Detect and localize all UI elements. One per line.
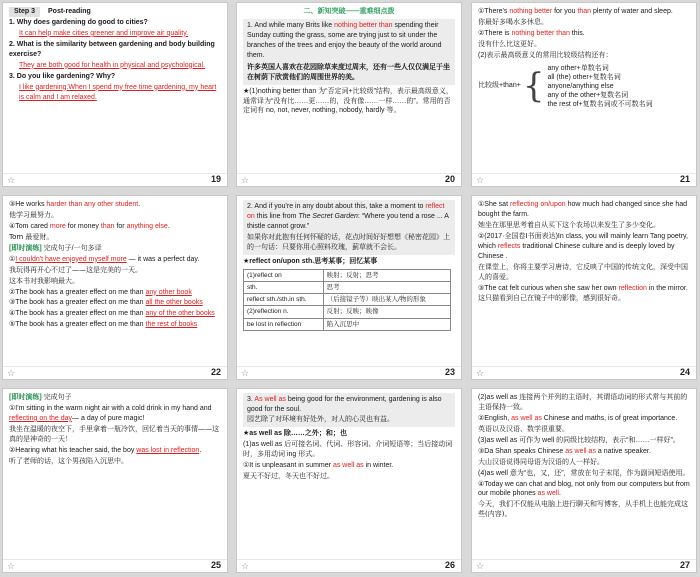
question-1: 1. Why does gardening do good to cities? bbox=[9, 18, 148, 26]
step-label: Step 3 bbox=[9, 7, 40, 17]
reading-passage: 1. And while many Brits like nothing better than spending their Sunday cutting the grass, some are trying just to sit under the branches of the trees and enjoy the beauty of the world around them. 许多英国人喜欢在花园除草来度过周末，还有一些人仅仅满足于坐在树荫下欣赏他们的周围世界的美。 bbox=[243, 19, 455, 85]
example-2: ②English, as well as Chinese and maths, is of great importance. bbox=[478, 414, 678, 422]
slide-number: 23 bbox=[444, 367, 455, 377]
example-4: ④Today we can chat and blog, not only from our computers but from our mobile phones as well. bbox=[478, 480, 690, 498]
slide-number: 27 bbox=[679, 560, 690, 570]
answer-2: They are both good for health in physical and psychological. bbox=[19, 61, 206, 69]
slide-number: 22 bbox=[210, 367, 221, 377]
slide-number: 20 bbox=[444, 174, 455, 184]
brace-icon: { bbox=[522, 66, 545, 107]
star-icon[interactable]: ☆ bbox=[476, 561, 485, 571]
slide-number: 25 bbox=[210, 560, 221, 570]
example-3: ③He works harder than any other student. bbox=[9, 201, 141, 208]
example-3: ③Da Shan speaks Chinese as well as a native speaker. bbox=[478, 447, 651, 455]
drill-label: [即时演练] bbox=[9, 244, 42, 252]
star-icon[interactable]: ☆ bbox=[241, 175, 250, 185]
table-row: reflect sth./sth.in sth. （后接镜子等）映出某人/物的形象 bbox=[244, 294, 451, 306]
star-icon[interactable]: ☆ bbox=[241, 561, 250, 571]
star-icon[interactable]: ☆ bbox=[476, 175, 485, 185]
question-2: 2. What is the similarity between gardening and body building exercise? bbox=[9, 40, 215, 58]
slide-thumbnail-21[interactable]: ①There's nothing better for you than plenty of water and sleep. 你最好多喝水多休息。 ②There is nothing better than this. 没有什么比这更好。 (2)表示最高级意义的常用比较级结构还有： 比较级+than+ { any other+单数名词 all (the) other+复数名词 anyone/anything else any of the other+复数名词 the rest of+复数名词或不可数名词 ☆ 21 bbox=[471, 2, 697, 187]
table-row: be lost in reflection 陷入沉思中 bbox=[244, 318, 451, 330]
phrase-table bbox=[243, 269, 451, 331]
table-row: sth. 思考 bbox=[244, 281, 451, 293]
passage-translation: 许多英国人喜欢在花园除草来度过周末，还有一些人仅仅满足于坐在树荫下欣赏他们的周围世界的美。 bbox=[247, 62, 450, 81]
example-1: ①It is unpleasant in summer as well as in winter. bbox=[243, 461, 394, 469]
answer-3: I like gardening.When I spend my free time gardening, my heart is calm and I am relaxed. bbox=[19, 83, 217, 101]
slide-number: 26 bbox=[444, 560, 455, 570]
slide-thumbnail-27[interactable]: (2)as well as 连接两个并列的主语时，其谓语动词的形式常与其前的主语保持一致。 ②English, as well as Chinese and maths, is of great importance. 英语以及汉语、数学很重要。 (3)as well as 可作为 well 的同级比较结构，表示“和……一样好”。 ③Da Shan speaks Chinese as well as a native speaker. 大山汉语说得同母语为汉语的人一样好。 (4)as well 意为“也，又，还”，常放在句子末尾，作为副词短语使用。 ④Today we can chat and blog, not only from our computers but from our mobile phones as well. 今天，我们不仅能从电脑上进行聊天和写博客，从手机上也能完成这些(内容)。 ☆ 27 bbox=[471, 388, 697, 573]
grammar-note: ★reflect on/upon sth.思考某事；回忆某事 bbox=[243, 257, 378, 265]
slide-thumbnail-20[interactable] bbox=[236, 2, 462, 187]
grammar-note: ★(1)nothing better than 为“否定词+比较级”结构，表示最高级意义，通常译为“没有比……更……的，没有像……一样……的”。常用的否定词有 no, not, never, nothing, nobody, hardly 等。 bbox=[243, 87, 453, 115]
slide-number: 19 bbox=[210, 174, 221, 184]
question-3: 3. Do you like gardening? Why? bbox=[9, 72, 116, 80]
step-title: Post-reading bbox=[48, 8, 91, 15]
star-icon[interactable]: ☆ bbox=[7, 368, 16, 378]
example-4: ④Tom cared more for money than for anything else. bbox=[9, 222, 170, 230]
star-icon[interactable]: ☆ bbox=[7, 175, 16, 185]
slide-thumbnail-26[interactable]: 3. As well as being good for the environment, gardening is also good for the soul. 园艺除了对环境有好处外，对人的心灵也有益。 ★as well as 除……之外；和；也 (1)as well as 后可接名词、代词、形容词、介词短语等；当后接动词时，多用动词 ing 形式。 ①It is unpleasant in summer as well as in winter. 夏天不好过，冬天也不好过。 ☆ 26 bbox=[236, 388, 462, 573]
slide-number: 21 bbox=[679, 174, 690, 184]
example-2: ②(2017·全国卷Ⅰ书面表达)In class, you will mainly learn Tang poetry, which reflects traditional Chinese culture and is deeply loved by Chinese . bbox=[478, 232, 688, 260]
drill-label: [即时演练] bbox=[9, 394, 42, 401]
slide-thumbnail-25[interactable]: [即时演练] 完成句子 ①I'm sitting in the warm night air with a cold drink in my hand and reflecting on the day— a day of pure magic! 我坐在温暖的夜空下，手里拿着一瓶冷饮，回忆着当天的事情——这真的是神奇的一天！ ②Hearing what his teacher said, the boy was lost in reflection. 听了老师的话，这个男孩陷入沉思中。 ☆ 25 bbox=[2, 388, 228, 573]
example-1: ①She sat reflecting on/upon how much had changed since she had bought the farm. bbox=[478, 201, 688, 218]
answer-1: It can help make cities greener and improve air quality. bbox=[19, 29, 189, 37]
slide-number: 24 bbox=[679, 367, 690, 377]
drill-1: ①I'm sitting in the warm night air with a cold drink in my hand and reflecting on the day— a day of pure magic! bbox=[9, 404, 212, 422]
slide-thumbnail-24[interactable]: ①She sat reflecting on/upon how much had changed since she had bought the farm. 她坐在那里思考着自从买下这个农场以来发生了多少变化。 ②(2017·全国卷Ⅰ书面表达)In class, you will mainly learn Tang poetry, which reflects traditional Chinese culture and is deeply loved by Chinese . 在课堂上，你将主要学习唐诗，它反映了中国的传统文化，深受中国人的喜爱。 ③The cat felt curious when she saw her own reflection in the mirror. 这只猫看到自己在镜子中的影像，感到很好奇。 ☆ 24 bbox=[471, 195, 697, 380]
example-1: ①There's nothing better for you than plenty of water and sleep. bbox=[478, 8, 673, 15]
section-header: 二、新知突破——重难细点拨 bbox=[303, 8, 395, 15]
table-row: (2)reflection n. 反射；反映；映像 bbox=[244, 306, 451, 318]
drill-2: ②Hearing what his teacher said, the boy was lost in reflection. bbox=[9, 446, 202, 454]
comparative-structure: 比较级+than+ { any other+单数名词 all (the) other+复数名词 anyone/anything else any of the other+复数名词 the rest of+复数名词或不可数名词 bbox=[478, 64, 653, 109]
star-icon[interactable]: ☆ bbox=[241, 368, 250, 378]
slide-thumbnail-19[interactable] bbox=[2, 2, 228, 187]
example-3: ③The cat felt curious when she saw her own reflection in the mirror. bbox=[478, 284, 688, 292]
reading-passage: 2. And if you're in any doubt about this, take a moment to reflect on this line from The Secret Garden: “Where you tend a rose ... A thistle cannot grow.” 如果你对此抱有任何怀疑的话，花点时间好好想想《秘密花园》上的一句话：只要你用心照料玫瑰，蓟草就不会长。 bbox=[243, 200, 455, 255]
note-2: (2)表示最高级意义的常用比较级结构还有： bbox=[478, 51, 613, 59]
star-icon[interactable]: ☆ bbox=[7, 561, 16, 571]
slide-thumbnail-23[interactable] bbox=[236, 195, 462, 380]
slide-thumbnail-22[interactable]: ③He works harder than any other student. 他学习最努力。 ④Tom cared more for money than for anything else. Tom 最爱财。 [即时演练] 完成句子/一句多译 ①I couldn't have enjoyed myself more — it was a perfect day. 我玩得再开心不过了——这是完美的一天。 这本书对我影响最大。 ②The book has a greater effect on me than any other book ③The book has a greater effect on me than all the other books ④The book has a greater effect on me than any of the other books ⑤The book has a greater effect on me than the rest of books ☆ 22 bbox=[2, 195, 228, 380]
grammar-note: ★as well as 除……之外；和；也 bbox=[243, 429, 347, 437]
star-icon[interactable]: ☆ bbox=[476, 368, 485, 378]
reading-passage: 3. As well as being good for the environment, gardening is also good for the soul. 园艺除了对环境有好处外，对人的心灵也有益。 bbox=[243, 393, 455, 427]
example-2: ②There is nothing better than this. bbox=[478, 29, 585, 37]
table-row: (1)reflect on 映射；反射；思考 bbox=[244, 269, 451, 281]
